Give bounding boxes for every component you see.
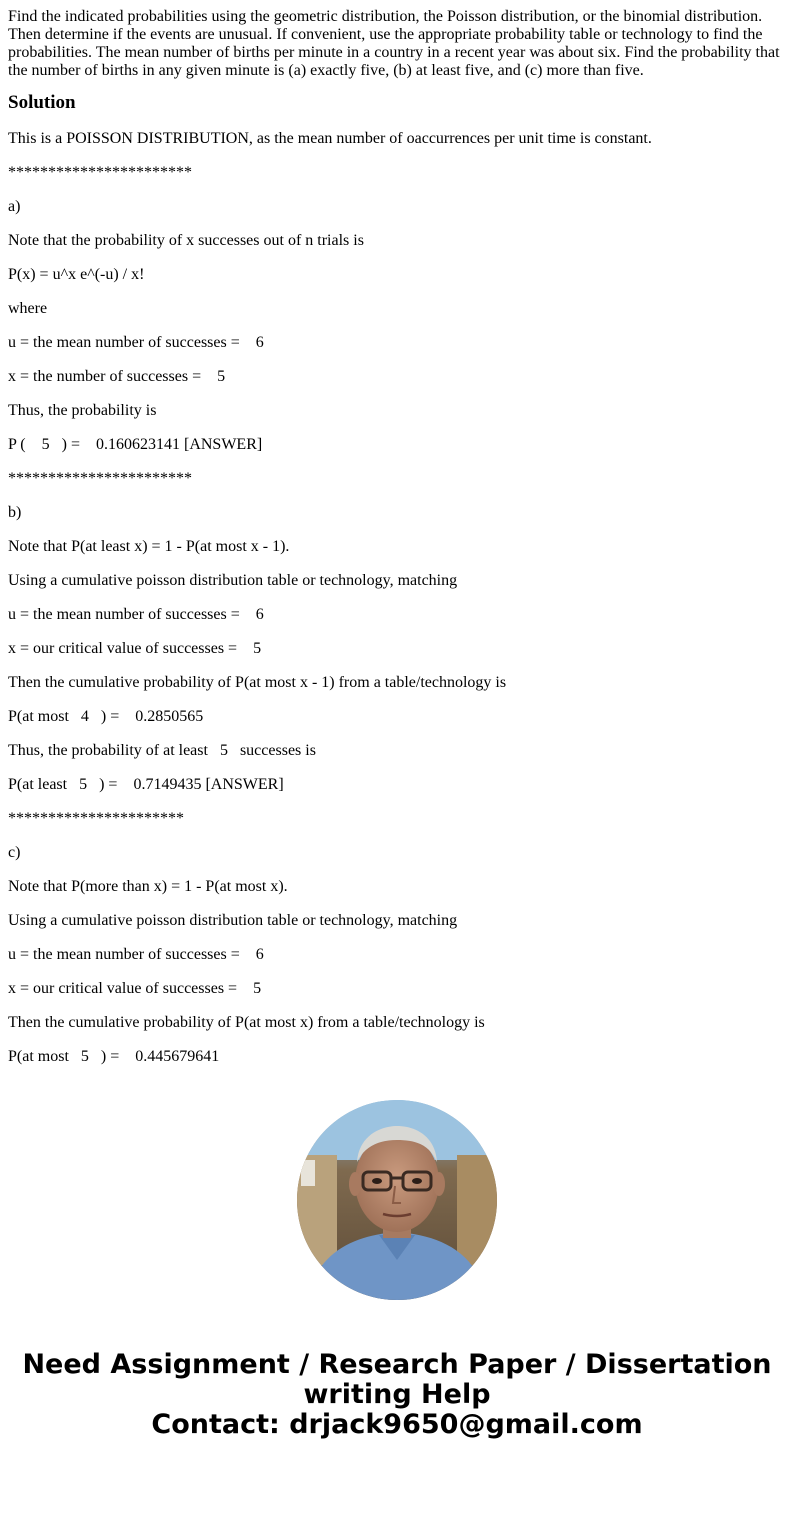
part-label: c) bbox=[8, 844, 21, 861]
solution-line: Note that the probability of x successes out of n trials is bbox=[8, 232, 364, 249]
author-photo-container bbox=[8, 1100, 786, 1300]
author-photo bbox=[297, 1100, 497, 1300]
separator-line: *********************** bbox=[8, 164, 192, 181]
separator-line: *********************** bbox=[8, 470, 192, 487]
solution-line: Note that P(more than x) = 1 - P(at most x). bbox=[8, 878, 288, 895]
solution-line: This is a POISSON DISTRIBUTION, as the mean number of oaccurrences per unit time is constant. bbox=[8, 130, 652, 147]
solution-line: P(at most 5 ) = 0.445679641 bbox=[8, 1048, 220, 1065]
solution-line: Then the cumulative probability of P(at most x - 1) from a table/technology is bbox=[8, 674, 507, 691]
solution-line: Using a cumulative poisson distribution table or technology, matching bbox=[8, 912, 458, 929]
solution-line: x = our critical value of successes = 5 bbox=[8, 640, 262, 657]
contact-banner bbox=[8, 1350, 786, 1440]
answer-line: P(at least 5 ) = 0.7149435 [ANSWER] bbox=[8, 776, 284, 793]
solution-line: x = the number of successes = 5 bbox=[8, 368, 226, 385]
banner-line-1: Need Assignment / Research Paper / Dissertation bbox=[22, 1349, 772, 1380]
banner-line-2: writing Help bbox=[303, 1379, 491, 1410]
solution-line: x = our critical value of successes = 5 bbox=[8, 980, 262, 997]
part-label: b) bbox=[8, 504, 22, 521]
solution-line: Thus, the probability is bbox=[8, 402, 157, 419]
part-label: a) bbox=[8, 198, 21, 215]
solution-body bbox=[8, 130, 786, 1066]
solution-line: Thus, the probability of at least 5 successes is bbox=[8, 742, 316, 759]
solution-line: u = the mean number of successes = 6 bbox=[8, 946, 264, 963]
solution-line: Note that P(at least x) = 1 - P(at most x - 1). bbox=[8, 538, 290, 555]
portrait-image bbox=[297, 1100, 497, 1300]
solution-heading: Solution bbox=[8, 92, 76, 113]
solution-line: Then the cumulative probability of P(at most x) from a table/technology is bbox=[8, 1014, 485, 1031]
formula-line: P(x) = u^x e^(-u) / x! bbox=[8, 266, 145, 283]
question-text: Find the indicated probabilities using the geometric distribution, the Poisson distribution, or the binomial distribution. Then determine if the events are unusual. If convenient, use the appropriate probability table or technology to find the probabilities. The mean number of births per minute in a country in a recent year was about six. Find the probability that the number of births in any given minute is (a) exactly five, (b) at least five, and (c) more than five. bbox=[8, 8, 784, 79]
solution-line: u = the mean number of successes = 6 bbox=[8, 334, 264, 351]
solution-line: P(at most 4 ) = 0.2850565 bbox=[8, 708, 204, 725]
solution-line: where bbox=[8, 300, 48, 317]
solution-line: u = the mean number of successes = 6 bbox=[8, 606, 264, 623]
solution-line: Using a cumulative poisson distribution table or technology, matching bbox=[8, 572, 458, 589]
answer-line: P ( 5 ) = 0.160623141 [ANSWER] bbox=[8, 436, 263, 453]
separator-line: ********************** bbox=[8, 810, 184, 827]
contact-email: Contact: drjack9650@gmail.com bbox=[151, 1409, 643, 1440]
